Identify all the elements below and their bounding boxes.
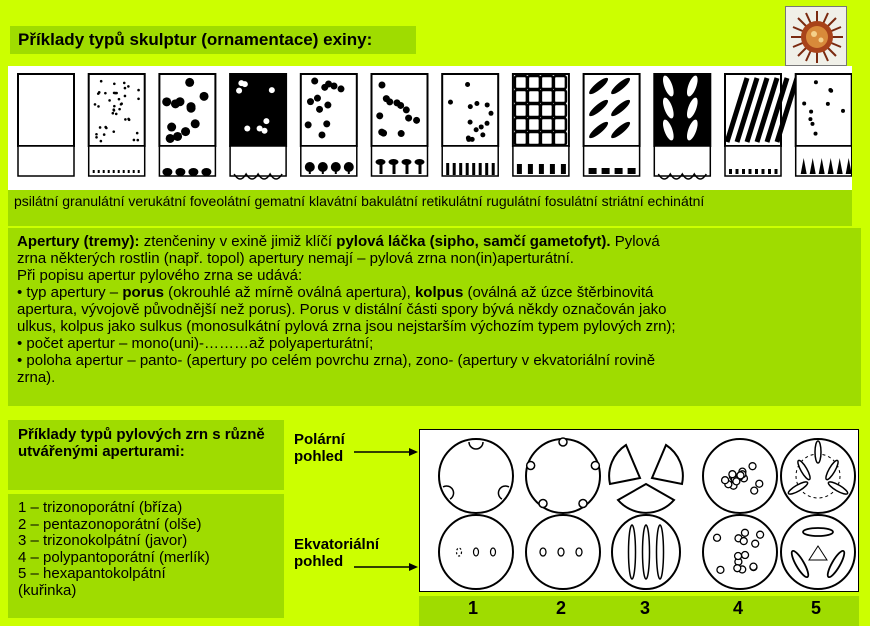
grain-pore [750, 563, 757, 570]
sculpture-bump [589, 168, 597, 174]
grain-pore [540, 548, 546, 556]
sculpture-dot [814, 80, 818, 84]
sculpture-type-clavate [372, 74, 428, 176]
sculpture-dot [802, 102, 806, 106]
polar-arrow-icon [354, 446, 418, 458]
sculpture-bump [201, 168, 211, 176]
sculpture-stalk [309, 170, 311, 174]
sculpture-blob [181, 127, 190, 136]
grain-pore [722, 477, 729, 484]
sculpture-bump [188, 168, 198, 176]
sculpture-blob [305, 121, 312, 128]
grain-colpus [643, 525, 650, 579]
sculpture-stalk [348, 170, 350, 174]
sculpture-blob [338, 85, 345, 92]
grain-pore [740, 538, 747, 545]
sculpture-bump [108, 170, 110, 173]
sculpture-dot [103, 133, 106, 136]
sculpture-blob [162, 97, 171, 106]
sculpture-dot [137, 89, 140, 92]
apertures-line-1: Apertury (tremy): ztenčeniny v exině jimiž klíčí pylová láčka (sipho, samčí gametofyt). Pylová [17, 233, 660, 250]
sculpture-blob [403, 106, 410, 113]
sculpture-type-rugulate [584, 74, 640, 176]
sculpture-dot [99, 126, 102, 129]
sculpture-blob [191, 119, 200, 128]
apertures-line-9: zrna). [17, 369, 56, 386]
sculpture-dot [474, 127, 479, 132]
sculpture-dot [466, 137, 471, 142]
sculpture-bump [128, 170, 130, 173]
grain-pore [733, 478, 740, 485]
sculpture-bump [162, 168, 172, 176]
apertures-line-6: ulkus, kolpus jako sulkus (monosulkátní pylová zrna jsou nejstarším výchozím typem pylových zrn); [17, 318, 676, 335]
grain-pore [742, 552, 749, 559]
grain-number: 2 [555, 598, 566, 618]
grain-pore [752, 540, 759, 547]
page-title: Příklady typů skulptur (ornamentace) exiny: [10, 26, 416, 54]
grain-pore [579, 500, 587, 508]
grain-pore [729, 471, 736, 478]
sculpture-type-granulate [89, 74, 145, 176]
sculpture-bump [615, 168, 623, 174]
grain-types-title: Příklady typů pylových zrn s různě utvářenými aperturami: [8, 420, 284, 490]
sculpture-blob [376, 112, 383, 119]
sculpture-rod [472, 163, 475, 175]
sculpture-type-baculate [442, 74, 498, 176]
sculpture-dot [485, 121, 490, 126]
list-item: 2 – pentazonoporátní (olše) [18, 515, 202, 533]
sculpture-bump [729, 169, 732, 174]
sculpture-bump [755, 169, 758, 174]
sculpture-blob [405, 115, 412, 122]
grain-1-polar [439, 439, 513, 513]
sculpture-dot [137, 97, 140, 100]
sculpture-dot [810, 122, 814, 126]
sculpture-blob [307, 98, 314, 105]
sculpture-bump [628, 168, 636, 174]
pollen-grain-icon [786, 7, 847, 66]
grain-colpus [657, 525, 664, 579]
sculpture-blob [166, 134, 175, 143]
sculpture-blob [323, 120, 330, 127]
grain-colpus [815, 441, 821, 463]
sculpture-section [230, 146, 286, 176]
grain-pore [527, 461, 535, 469]
sculpture-bump [98, 170, 100, 173]
sculpture-blob [200, 92, 209, 101]
sculpture-wall [550, 164, 555, 174]
pollen-grain-photo [785, 6, 847, 66]
grain-4-equatorial [703, 515, 777, 589]
sculpture-dot [468, 104, 473, 109]
sculpture-dot [100, 80, 103, 83]
sculpture-dot [118, 108, 121, 111]
sculpture-dot [104, 92, 107, 95]
sculpture-dot [480, 132, 485, 137]
sculpture-bump [602, 168, 610, 174]
grain-3-polar [609, 445, 683, 513]
apertures-line-7: • počet apertur – mono(uni)-………až polyaperturátní; [17, 335, 374, 352]
sculpture-bump [118, 170, 120, 173]
sculpture-blob [187, 104, 196, 113]
sculpture-surface [442, 74, 498, 146]
apertures-line-3: Při popisu apertur pylového zrna se udává: [17, 267, 303, 284]
sculpture-rod [466, 163, 469, 175]
sculpture-type-psilate [18, 74, 74, 176]
sculpture-dot [124, 87, 127, 90]
equatorial-arrow-icon [354, 561, 418, 573]
sculpture-types-drawing [8, 66, 852, 190]
sculpture-dot [448, 100, 453, 105]
grain-pore [469, 442, 483, 449]
sculpture-blob [397, 102, 404, 109]
aperture-types-panel [419, 429, 859, 592]
sculpture-type-foveolate [230, 74, 286, 179]
sculpture-pit [263, 118, 269, 124]
sculpture-blob [314, 95, 321, 102]
sculpture-bump [736, 169, 739, 174]
sculpture-dot [124, 118, 127, 121]
sculpture-stalk [393, 162, 396, 174]
sculpture-dot [113, 82, 116, 85]
sculpture-dot [115, 113, 118, 116]
sculpture-dot [479, 124, 484, 129]
sculpture-dot [108, 99, 111, 102]
sculpture-dot [829, 89, 833, 93]
grain-pore [756, 480, 763, 487]
sculpture-pit [244, 126, 250, 132]
sculpture-dot [124, 95, 127, 98]
sculpture-blob [311, 78, 318, 85]
sculpture-dot [95, 136, 98, 139]
grain-pore [591, 461, 599, 469]
sculpture-blob [185, 78, 194, 87]
sculpture-dot [127, 118, 130, 121]
sculpture-bump [113, 170, 115, 173]
grain-pore [714, 534, 721, 541]
equatorial-view-label: Ekvatoriální pohled [294, 536, 394, 570]
sculpture-bump [103, 170, 105, 173]
sculpture-bump [175, 168, 185, 176]
sculpture-stalk [380, 162, 383, 174]
sculpture-bump [742, 169, 745, 174]
sculpture-section [725, 146, 781, 176]
sculpture-dot [136, 139, 139, 142]
sculpture-pit [236, 88, 242, 94]
grain-pore [717, 566, 724, 573]
grain-2-polar [526, 439, 600, 513]
sculpture-blob [378, 81, 385, 88]
grain-pore [734, 565, 741, 572]
sculpture-blob [316, 106, 323, 113]
sculpture-section [654, 146, 710, 176]
sculpture-dot [114, 92, 117, 95]
list-item: 1 – trizonoporátní (bříza) [18, 499, 183, 516]
apertures-line-2: zrna některých rostlin (např. topol) apertury nemají – pylová zrna non(in)aperturátní. [17, 250, 574, 267]
grain-colpus [629, 525, 636, 579]
sculpture-surface [654, 74, 710, 146]
sculpture-dot [97, 105, 100, 108]
grain-pore [735, 553, 742, 560]
sculpture-dot [100, 140, 103, 143]
sculpture-bump [768, 169, 771, 174]
apertures-line-5: apertura, vývojově původnější než porus). Porus v distální části spory bývá někdy označován jako [17, 301, 667, 318]
sculpture-wall [517, 164, 522, 174]
sculpture-dot [112, 130, 115, 133]
sculpture-bump [123, 170, 125, 173]
sculpture-wall [561, 164, 566, 174]
sculpture-dot [474, 101, 479, 106]
sculpture-pit [238, 80, 244, 86]
polar-view-label: Polární pohled [294, 431, 394, 465]
grain-number: 3 [639, 598, 650, 618]
sculpture-surface [18, 74, 74, 146]
sculpture-dot [104, 126, 107, 129]
sculpture-dot [809, 110, 813, 114]
sculpture-wall [528, 164, 533, 174]
sculpture-rod [479, 163, 482, 175]
sculpture-dot [120, 102, 123, 105]
sculpture-blob [413, 117, 420, 124]
sculpture-type-reticulate [513, 74, 569, 176]
sculpture-type-echinate [796, 74, 852, 176]
sculpture-dot [127, 85, 130, 88]
sculpture-dot [95, 133, 98, 136]
sculpture-type-striate [725, 74, 797, 176]
sculpture-type-fossulate [654, 74, 710, 179]
sculpture-dot [118, 98, 121, 101]
sculpture-stalk [335, 170, 337, 174]
sculpture-dot [489, 111, 494, 116]
sculpture-dot [136, 132, 139, 135]
sculpture-section [89, 146, 145, 176]
sculpture-stalk [322, 170, 324, 174]
grain-number: 5 [810, 598, 821, 618]
sculpture-bump [93, 170, 95, 173]
grain-number: 1 [467, 598, 478, 618]
sculpture-illustration-panel [8, 66, 852, 190]
grain-pore [539, 500, 547, 508]
sculpture-dot [826, 102, 830, 106]
grain-types-list [8, 494, 284, 618]
sculpture-surface [230, 74, 286, 146]
sculpture-bump [749, 169, 752, 174]
sculpture-dot [814, 132, 818, 136]
sculpture-bump [762, 169, 765, 174]
list-item: (kuřinka) [18, 581, 77, 599]
grain-pore [757, 531, 764, 538]
sculpture-type-labels: psilátní granulátní verukátní foveolátní gematní klavátní bakulátní retikulátní rugulátní fosulátní striátní echinátní [8, 190, 852, 226]
grain-pore [457, 548, 462, 556]
sculpture-blob [167, 123, 176, 132]
sculpture-blob [324, 102, 331, 109]
sculpture-dot [465, 82, 470, 87]
grain-numbers-bar [419, 596, 859, 626]
apertures-line-8: • poloha apertur – panto- (apertury po celém povrchu zrna), zono- (apertury v ekvatoriální rovině [17, 352, 656, 369]
grain-pore [559, 438, 567, 446]
grain-pore [474, 548, 479, 556]
sculpture-section [442, 146, 498, 176]
sculpture-dot [808, 117, 812, 121]
aperture-types-drawing [420, 430, 860, 593]
sculpture-bump [775, 169, 778, 174]
sculpture-blob [171, 99, 180, 108]
grain-pore [576, 548, 582, 556]
sculpture-blob [331, 83, 338, 90]
sculpture-dot [123, 82, 126, 85]
grain-pore [749, 463, 756, 470]
sculpture-blob [318, 131, 325, 138]
apertures-line-4: • typ apertury – porus (okrouhlé až mírně oválná apertura), kolpus (oválná až úzce štěrbinovitá [17, 284, 654, 301]
sculpture-bump [133, 170, 135, 173]
sculpture-type-gemmate [301, 74, 357, 176]
sculpture-stalk [419, 162, 422, 174]
sculpture-dot [468, 120, 473, 125]
sculpture-pit [257, 126, 263, 132]
sculpture-stalk [406, 162, 409, 174]
sculpture-pit [269, 87, 275, 93]
sculpture-dot [485, 102, 490, 107]
grain-pore [751, 487, 758, 494]
sculpture-dot [112, 112, 115, 115]
sculpture-dot [112, 108, 115, 111]
sculpture-wall [539, 164, 544, 174]
sculpture-rod [459, 163, 462, 175]
grain-number: 4 [732, 598, 743, 618]
sculpture-blob [398, 130, 405, 137]
grain-pore [741, 529, 748, 536]
grain-pore [491, 548, 496, 556]
list-item: 5 – hexapantokolpátní [18, 565, 166, 582]
sculpture-section [18, 146, 74, 176]
sculpture-rod [446, 163, 449, 175]
sculpture-bump [138, 170, 140, 173]
sculpture-dot [133, 139, 136, 142]
grain-pore [558, 548, 564, 556]
sculpture-dot [94, 103, 97, 106]
grain-colpus [803, 528, 833, 536]
sculpture-rod [492, 163, 495, 175]
sculpture-dot [841, 109, 845, 113]
list-item: 4 – polypantoporátní (merlík) [18, 548, 210, 566]
sculpture-blob [321, 84, 328, 91]
sculpture-rod [453, 163, 456, 175]
sculpture-rod [485, 163, 488, 175]
sculpture-dot [113, 105, 116, 108]
sculpture-dot [98, 91, 101, 94]
sculpture-blob [380, 130, 387, 137]
sculpture-type-verrucate [159, 74, 215, 176]
apertures-description [8, 228, 861, 406]
sculpture-blob [383, 95, 390, 102]
list-item: 3 – trizonokolpátní (javor) [18, 532, 188, 549]
